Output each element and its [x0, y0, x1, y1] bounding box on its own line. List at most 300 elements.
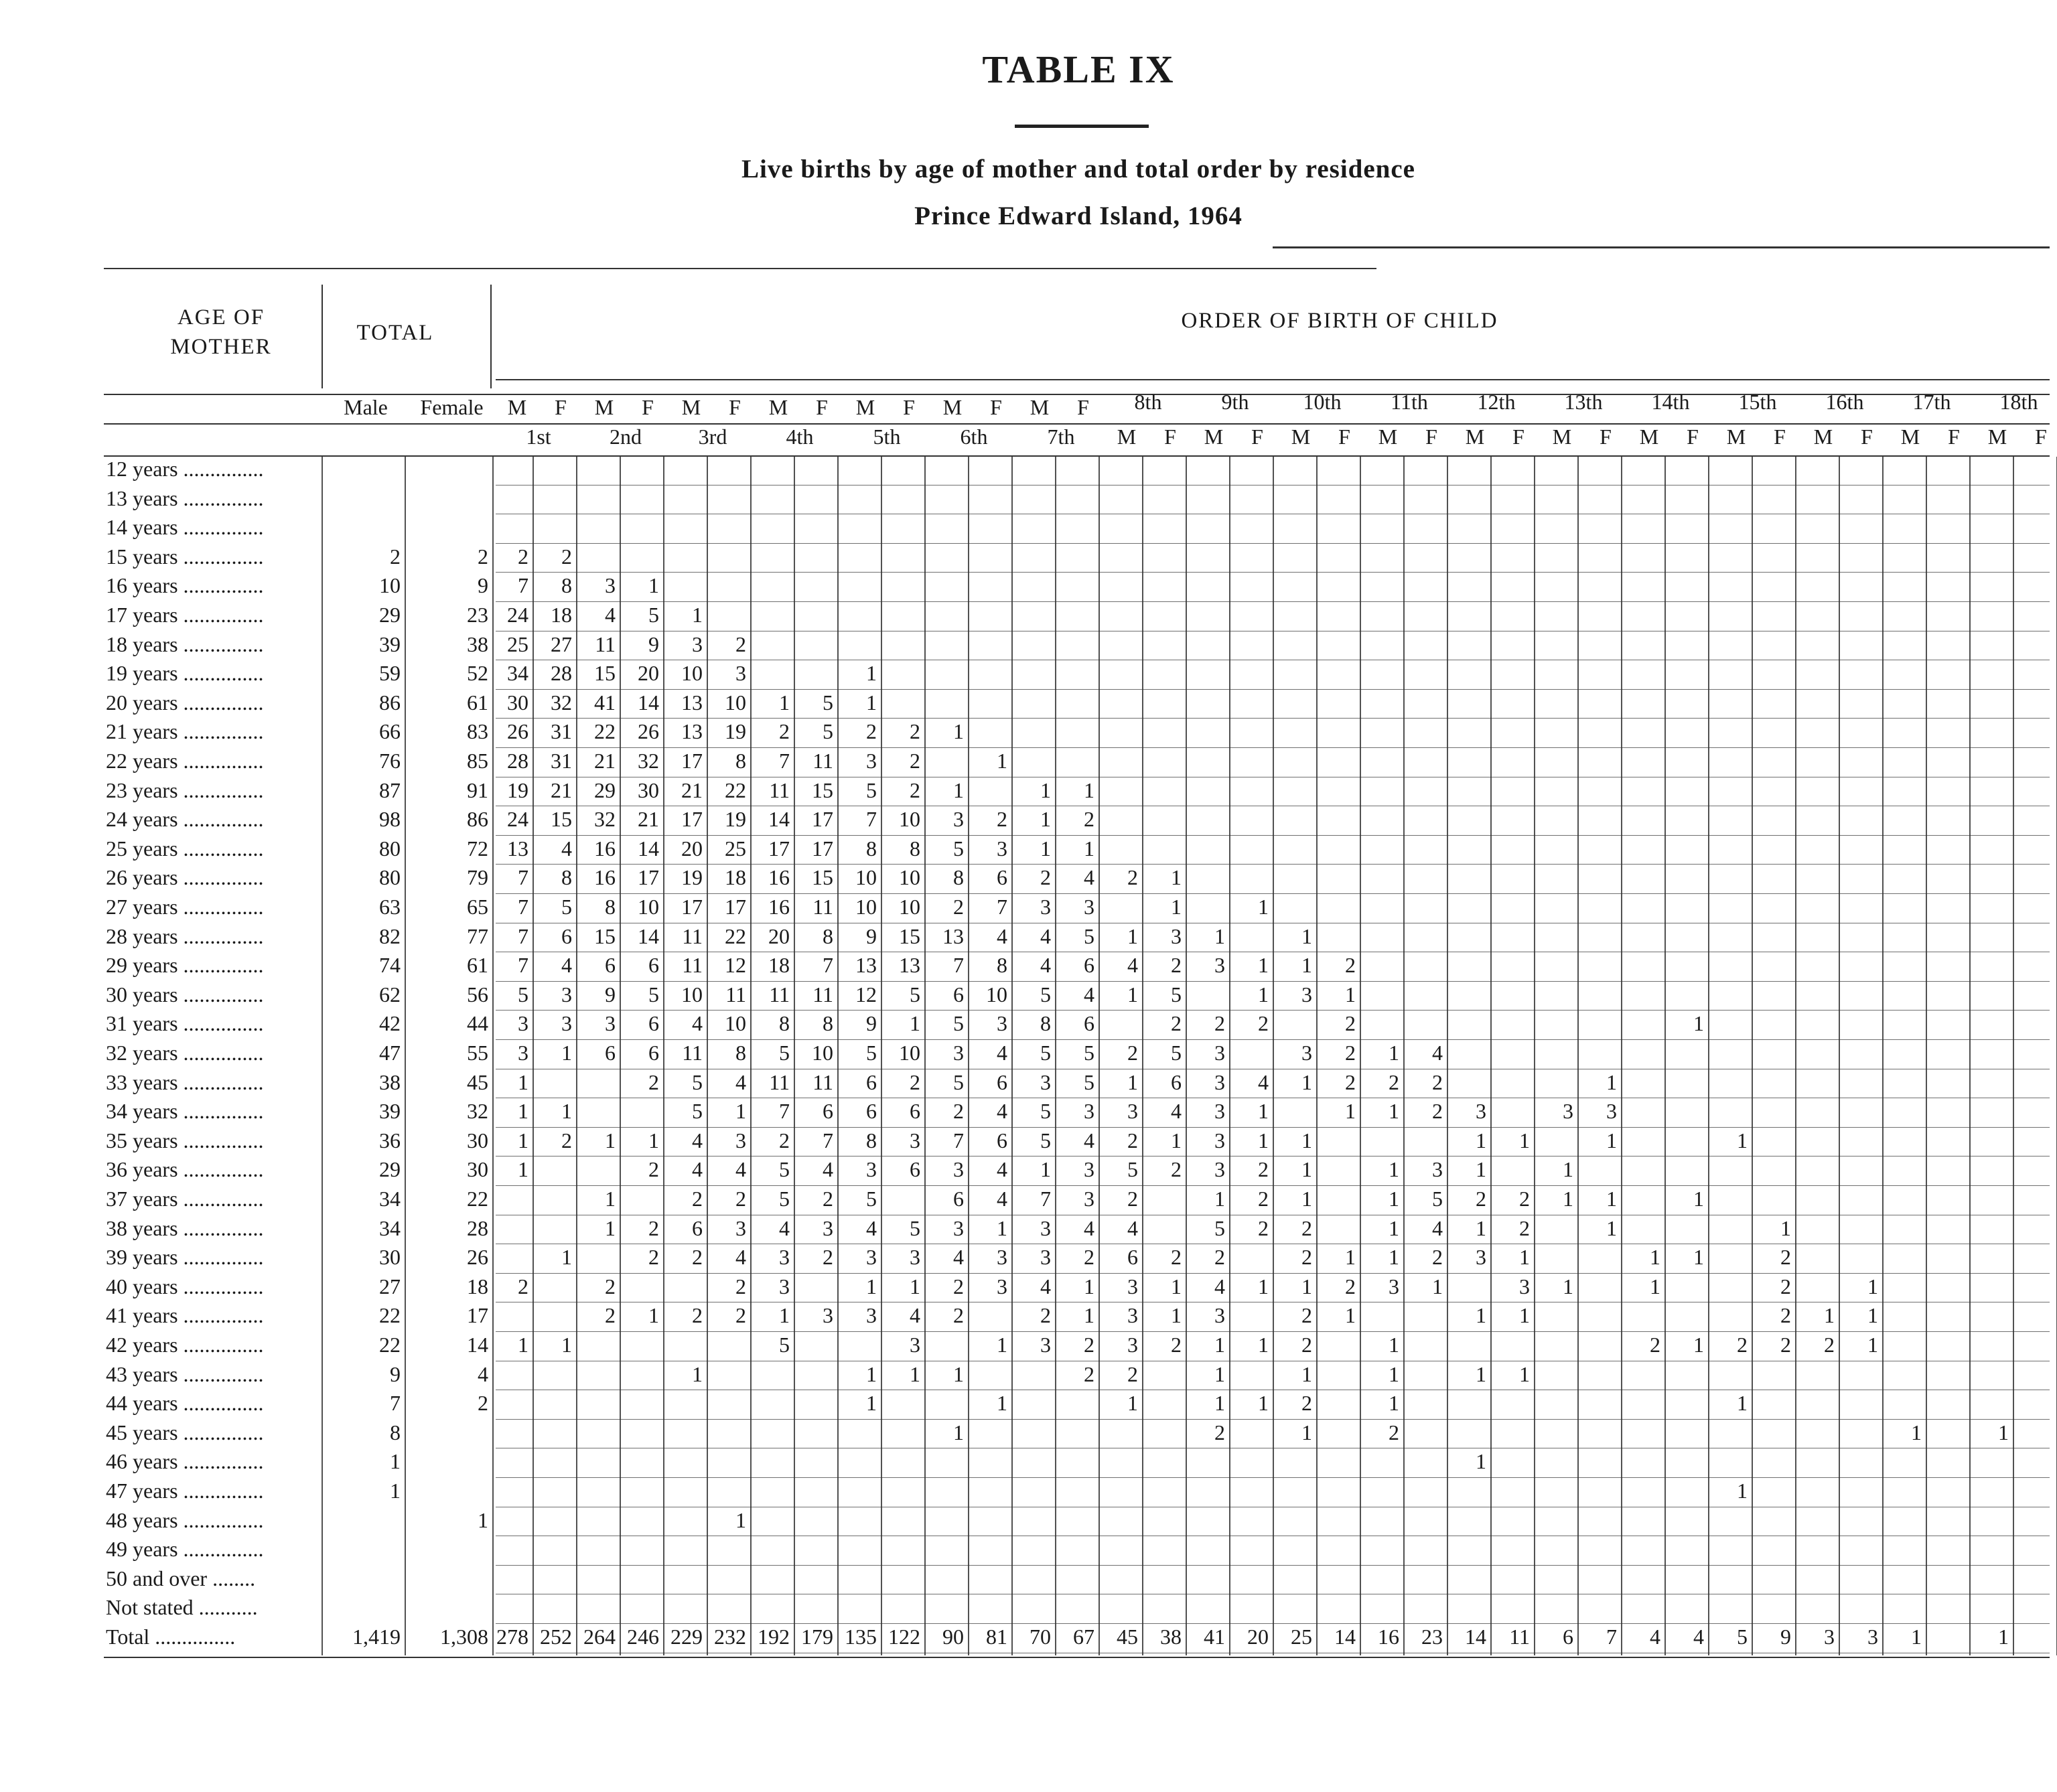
table-cell: 1 [1301, 953, 1312, 978]
table-cell: 6 [953, 982, 964, 1006]
table-cell: 59 [379, 661, 401, 686]
table-cell: 41 [1204, 1625, 1225, 1649]
table-cell: 2 [648, 1245, 659, 1270]
table-cell: 1 [518, 1128, 528, 1152]
table-cell: 2 [1171, 1157, 1182, 1182]
table-cell: 2 [561, 1128, 572, 1152]
table-cell: 28 [507, 749, 528, 773]
table-cell: 29 [594, 777, 616, 802]
header-divider-1 [322, 285, 323, 388]
age-label: 27 years ............... [106, 895, 264, 919]
table-cell: 2 [605, 1303, 616, 1328]
table-cell: 4 [605, 603, 616, 627]
row-rule [496, 1273, 2050, 1274]
row-rule [496, 747, 2050, 748]
table-cell: 1 [1345, 1099, 1356, 1124]
table-cell: 2 [823, 1187, 833, 1211]
table-cell: 1 [1389, 1187, 1399, 1211]
table-cell: 18 [768, 953, 790, 978]
table-cell: 2 [1258, 1157, 1269, 1182]
order-header-10th: 10th [1303, 390, 1342, 414]
table-cell: 34 [507, 661, 528, 686]
age-label: 50 and over ........ [106, 1566, 256, 1590]
table-cell: 264 [583, 1625, 616, 1649]
age-label: 13 years ............... [106, 486, 264, 510]
table-cell: 5 [518, 982, 528, 1006]
order-header-9th: 9th [1221, 390, 1249, 414]
table-cell: 229 [670, 1625, 703, 1649]
table-cell: 2 [518, 1274, 528, 1298]
table-cell: 1 [1127, 982, 1138, 1006]
table-cell: 55 [467, 1041, 488, 1065]
table-cell: 20 [1247, 1625, 1269, 1649]
table-cell: 3 [1171, 923, 1182, 948]
table-cell: 82 [379, 923, 401, 948]
table-cell: 1 [910, 1011, 920, 1036]
table-cell: 1 [692, 603, 703, 627]
table-cell: 65 [467, 895, 488, 919]
table-cell: 2 [1214, 1011, 1225, 1036]
column-rule [620, 457, 621, 1655]
table-cell: 21 [681, 777, 703, 802]
table-cell: 1 [1606, 1128, 1617, 1152]
table-cell: 1 [1258, 1391, 1269, 1416]
table-cell: 5 [823, 719, 833, 744]
table-cell: 1 [1258, 1099, 1269, 1124]
table-cell: 6 [997, 1128, 1007, 1152]
table-cell: 2 [518, 544, 528, 569]
table-cell: 2 [735, 1274, 746, 1298]
table-cell: 19 [725, 807, 746, 832]
table-cell: 3 [953, 1041, 964, 1065]
table-cell: 2 [692, 1187, 703, 1211]
table-cell: 1 [1214, 1361, 1225, 1386]
table-cell: 7 [518, 573, 528, 598]
table-cell: 18 [725, 865, 746, 890]
table-cell: 17 [725, 895, 746, 919]
table-cell: 1 [1214, 1391, 1225, 1416]
f-header-2nd: F [642, 395, 654, 419]
table-cell: 4 [1127, 1215, 1138, 1240]
table-cell: 6 [823, 1099, 833, 1124]
table-cell: 3 [735, 1128, 746, 1152]
table-cell: 19 [725, 719, 746, 744]
table-cell: 2 [1258, 1215, 1269, 1240]
column-rule [1664, 457, 1666, 1655]
table-cell: 1 [997, 1333, 1007, 1357]
table-cell: 14 [768, 807, 790, 832]
table-cell: 21 [594, 749, 616, 773]
table-cell: 3 [866, 749, 877, 773]
table-cell: 1 [1389, 1391, 1399, 1416]
table-cell: 1 [1084, 836, 1094, 861]
order-header-17th: 17th [1912, 390, 1951, 414]
table-cell: 1 [1171, 1274, 1182, 1298]
order-header-16th: 16th [1825, 390, 1864, 414]
table-cell: 2 [1040, 1303, 1051, 1328]
row-rule [496, 1331, 2050, 1332]
table-cell: 7 [866, 807, 877, 832]
table-cell: 15 [899, 923, 920, 948]
table-cell: 2 [1780, 1274, 1791, 1298]
table-cell: 11 [1509, 1625, 1530, 1649]
table-cell: 67 [1073, 1625, 1094, 1649]
column-rule [1839, 457, 1840, 1655]
table-cell: 11 [812, 982, 833, 1006]
table-cell: 1 [953, 777, 964, 802]
order-header-11th: 11th [1391, 390, 1428, 414]
table-cell: 6 [997, 865, 1007, 890]
table-cell: 10 [725, 690, 746, 715]
table-cell: 2 [1650, 1333, 1660, 1357]
table-cell: 3 [518, 1011, 528, 1036]
table-cell: 1 [1519, 1128, 1530, 1152]
table-cell: 2 [1432, 1245, 1443, 1270]
table-cell: 2 [910, 719, 920, 744]
column-rule [1534, 457, 1535, 1655]
table-cell: 1 [1650, 1245, 1660, 1270]
column-rule [1229, 457, 1230, 1655]
table-cell: 56 [467, 982, 488, 1006]
table-cell: 1 [1389, 1333, 1399, 1357]
table-cell: 1 [1345, 1303, 1356, 1328]
table-cell: 10 [855, 865, 877, 890]
table-cell: 4 [997, 1187, 1007, 1211]
table-cell: 7 [518, 895, 528, 919]
table-cell: 2 [1389, 1420, 1399, 1444]
table-cell: 3 [1476, 1099, 1486, 1124]
column-rule [1316, 457, 1318, 1655]
column-rule [1969, 457, 1971, 1655]
table-cell: 3 [823, 1215, 833, 1240]
age-label: 48 years ............... [106, 1507, 264, 1532]
table-cell: 47 [379, 1041, 401, 1065]
table-cell: 2 [953, 1303, 964, 1328]
table-cell: 2 [1345, 1274, 1356, 1298]
table-cell: 27 [551, 631, 572, 656]
table-cell: 3 [1867, 1625, 1878, 1649]
page-title: TABLE IX [982, 48, 1175, 91]
table-cell: 5 [866, 1041, 877, 1065]
table-cell: 179 [801, 1625, 833, 1649]
table-cell: 3 [823, 1303, 833, 1328]
table-cell: 2 [648, 1157, 659, 1182]
table-cell: 2 [1476, 1187, 1486, 1211]
table-cell: 6 [1127, 1245, 1138, 1270]
table-cell: 1 [1258, 953, 1269, 978]
age-label: 20 years ............... [106, 690, 264, 715]
table-cell: 3 [866, 1157, 877, 1182]
m-header-18th: M [1987, 425, 2007, 449]
table-cell: 2 [823, 1245, 833, 1270]
table-cell: 8 [823, 1011, 833, 1036]
table-cell: 3 [1127, 1274, 1138, 1298]
table-cell: 1 [1389, 1215, 1399, 1240]
table-cell: 1 [953, 1361, 964, 1386]
table-cell: 5 [779, 1187, 790, 1211]
table-cell: 1 [1127, 1391, 1138, 1416]
table-cell: 1 [1476, 1215, 1486, 1240]
table-cell: 2 [910, 1069, 920, 1094]
table-cell: 6 [561, 923, 572, 948]
table-cell: 80 [379, 836, 401, 861]
table-cell: 1 [866, 1361, 877, 1386]
order-header-14th: 14th [1651, 390, 1690, 414]
column-rule [322, 457, 323, 1655]
table-cell: 1 [1084, 1274, 1094, 1298]
table-cell: 1 [1127, 1069, 1138, 1094]
table-cell: 1 [1040, 1157, 1051, 1182]
table-cell: 1 [561, 1245, 572, 1270]
table-cell: 6 [866, 1069, 877, 1094]
table-cell: 66 [379, 719, 401, 744]
column-rule [576, 457, 577, 1655]
table-cell: 7 [518, 923, 528, 948]
table-cell: 10 [638, 895, 659, 919]
table-cell: 5 [779, 1041, 790, 1065]
table-cell: 2 [1345, 1041, 1356, 1065]
table-cell: 1 [1563, 1187, 1573, 1211]
table-cell: 16 [594, 865, 616, 890]
table-cell: 1 [1258, 895, 1269, 919]
row-rule [496, 689, 2050, 690]
age-label: 34 years ............... [106, 1099, 264, 1124]
table-cell: 3 [1214, 953, 1225, 978]
table-cell: 9 [390, 1361, 401, 1386]
table-cell: 30 [467, 1157, 488, 1182]
title-underline [1015, 125, 1149, 128]
table-cell: 2 [1737, 1333, 1748, 1357]
table-cell: 4 [779, 1215, 790, 1240]
table-cell: 1 [390, 1479, 401, 1503]
table-cell: 2 [1519, 1187, 1530, 1211]
table-cell: 10 [379, 573, 401, 598]
age-label: Not stated ........... [106, 1595, 258, 1620]
table-cell: 4 [1040, 953, 1051, 978]
table-cell: 5 [1432, 1187, 1443, 1211]
table-cell: 5 [779, 1333, 790, 1357]
table-cell: 38 [1160, 1625, 1182, 1649]
table-cell: 7 [779, 749, 790, 773]
table-cell: 3 [1127, 1333, 1138, 1357]
f-header-9th: F [1251, 425, 1263, 449]
column-rule [1447, 457, 1448, 1655]
table-cell: 1 [953, 1420, 964, 1444]
table-cell: 2 [1389, 1069, 1399, 1094]
table-cell: 1 [1867, 1333, 1878, 1357]
table-cell: 1 [1693, 1187, 1704, 1211]
column-rule [1490, 457, 1492, 1655]
table-cell: 30 [467, 1128, 488, 1152]
table-cell: 13 [681, 719, 703, 744]
table-cell: 1 [1476, 1128, 1486, 1152]
table-location-year: Prince Edward Island, 1964 [914, 202, 1243, 230]
order-header-4th: 4th [786, 425, 814, 449]
table-cell: 6 [1084, 1011, 1094, 1036]
table-cell: 10 [986, 982, 1007, 1006]
age-label: 43 years ............... [106, 1361, 264, 1386]
table-cell: 4 [910, 1303, 920, 1328]
f-header-17th: F [1948, 425, 1960, 449]
table-cell: 24 [507, 603, 528, 627]
table-cell: 6 [953, 1187, 964, 1211]
table-cell: 17 [638, 865, 659, 890]
table-cell: 1 [1432, 1274, 1443, 1298]
row-rule [496, 1477, 2050, 1478]
bottom-rule [104, 1657, 2050, 1658]
table-cell: 3 [1214, 1128, 1225, 1152]
table-cell: 3 [779, 1274, 790, 1298]
table-cell: 5 [1040, 1099, 1051, 1124]
column-rule [794, 457, 795, 1655]
table-cell: 10 [681, 661, 703, 686]
table-cell: 3 [1127, 1303, 1138, 1328]
table-cell: 2 [1084, 1361, 1094, 1386]
table-cell: 3 [997, 1274, 1007, 1298]
table-cell: 1 [390, 1449, 401, 1474]
table-cell: 2 [1127, 1361, 1138, 1386]
table-cell: 3 [561, 1011, 572, 1036]
table-cell: 5 [910, 982, 920, 1006]
table-cell: 3 [1040, 1069, 1051, 1094]
table-cell: 39 [379, 631, 401, 656]
table-cell: 3 [735, 661, 746, 686]
table-cell: 2 [1301, 1333, 1312, 1357]
f-header-14th: F [1687, 425, 1699, 449]
age-label: 36 years ............... [106, 1157, 264, 1182]
table-cell: 22 [725, 923, 746, 948]
table-cell: 5 [953, 836, 964, 861]
table-cell: 1 [997, 1391, 1007, 1416]
table-cell: 10 [855, 895, 877, 919]
table-cell: 5 [953, 1011, 964, 1036]
table-cell: 2 [478, 544, 488, 569]
order-header-1st: 1st [526, 425, 551, 449]
table-cell: 9 [866, 1011, 877, 1036]
table-cell: 5 [1214, 1215, 1225, 1240]
table-cell: 2 [910, 749, 920, 773]
age-label: 32 years ............... [106, 1041, 264, 1065]
table-cell: 30 [507, 690, 528, 715]
table-cell: 1 [1476, 1157, 1486, 1182]
table-cell: 5 [1040, 982, 1051, 1006]
table-cell: 8 [866, 1128, 877, 1152]
table-cell: 7 [953, 953, 964, 978]
age-label: 46 years ............... [106, 1449, 264, 1474]
table-cell: 11 [682, 1041, 703, 1065]
m-header-5th: M [855, 395, 875, 419]
table-cell: 8 [779, 1011, 790, 1036]
table-cell: 3 [997, 1011, 1007, 1036]
order-header-15th: 15th [1738, 390, 1777, 414]
row-rule [496, 1010, 2050, 1011]
f-header-12th: F [1512, 425, 1524, 449]
table-cell: 19 [507, 777, 528, 802]
table-cell: 31 [551, 749, 572, 773]
table-cell: 18 [467, 1274, 488, 1298]
table-cell: 2 [1432, 1069, 1443, 1094]
table-cell: 1 [997, 1215, 1007, 1240]
table-cell: 2 [390, 544, 401, 569]
table-cell: 10 [812, 1041, 833, 1065]
f-header-8th: F [1164, 425, 1176, 449]
table-cell: 9 [478, 573, 488, 598]
age-label: 17 years ............... [106, 603, 264, 627]
table-cell: 4 [692, 1128, 703, 1152]
m-header-4th: M [768, 395, 788, 419]
table-cell: 3 [561, 982, 572, 1006]
table-cell: 11 [812, 895, 833, 919]
table-cell: 11 [682, 923, 703, 948]
order-header-5th: 5th [873, 425, 901, 449]
table-cell: 62 [379, 982, 401, 1006]
table-cell: 4 [1214, 1274, 1225, 1298]
table-cell: 25 [507, 631, 528, 656]
table-cell: 1 [1737, 1391, 1748, 1416]
table-cell: 5 [692, 1069, 703, 1094]
table-cell: 91 [467, 777, 488, 802]
table-cell: 1 [910, 1274, 920, 1298]
row-rule [496, 1419, 2050, 1420]
age-label: 49 years ............... [106, 1537, 264, 1562]
table-cell: 13 [942, 923, 964, 948]
table-cell: 12 [855, 982, 877, 1006]
table-cell: 1 [735, 1099, 746, 1124]
m-header-9th: M [1204, 425, 1224, 449]
table-cell: 1 [1824, 1303, 1835, 1328]
table-cell: 3 [605, 1011, 616, 1036]
table-cell: 1 [1650, 1274, 1660, 1298]
age-label: 26 years ............... [106, 865, 264, 890]
table-cell: 2 [953, 1099, 964, 1124]
table-cell: 2 [1824, 1333, 1835, 1357]
table-cell: 2 [1127, 1128, 1138, 1152]
age-label: 42 years ............... [106, 1333, 264, 1357]
f-header-16th: F [1861, 425, 1873, 449]
table-cell: 1 [1737, 1479, 1748, 1503]
table-cell: 3 [997, 836, 1007, 861]
table-cell: 1 [518, 1099, 528, 1124]
table-cell: 85 [467, 749, 488, 773]
table-cell: 9 [648, 631, 659, 656]
table-cell: 52 [467, 661, 488, 686]
table-cell: 10 [725, 1011, 746, 1036]
table-cell: 6 [605, 1041, 616, 1065]
row-rule [496, 1185, 2050, 1186]
column-rule [1752, 457, 1753, 1655]
age-label: 22 years ............... [106, 749, 264, 773]
table-cell: 16 [768, 865, 790, 890]
order-of-birth-header: ORDER OF BIRTH OF CHILD [1181, 309, 1498, 333]
table-cell: 83 [467, 719, 488, 744]
table-cell: 5 [866, 777, 877, 802]
table-cell: 8 [735, 1041, 746, 1065]
table-cell: 11 [812, 749, 833, 773]
table-cell: 2 [1519, 1215, 1530, 1240]
table-cell: 4 [735, 1157, 746, 1182]
table-cell: 2 [692, 1245, 703, 1270]
table-cell: 1 [997, 749, 1007, 773]
table-cell: 8 [910, 836, 920, 861]
table-cell: 1 [478, 1507, 488, 1532]
table-cell: 2 [1040, 865, 1051, 890]
table-cell: 3 [866, 1245, 877, 1270]
order-header-8th: 8th [1134, 390, 1162, 414]
f-header-13th: F [1600, 425, 1612, 449]
table-cell: 1 [1911, 1625, 1922, 1649]
table-cell: 1 [1345, 1245, 1356, 1270]
table-cell: 6 [648, 953, 659, 978]
